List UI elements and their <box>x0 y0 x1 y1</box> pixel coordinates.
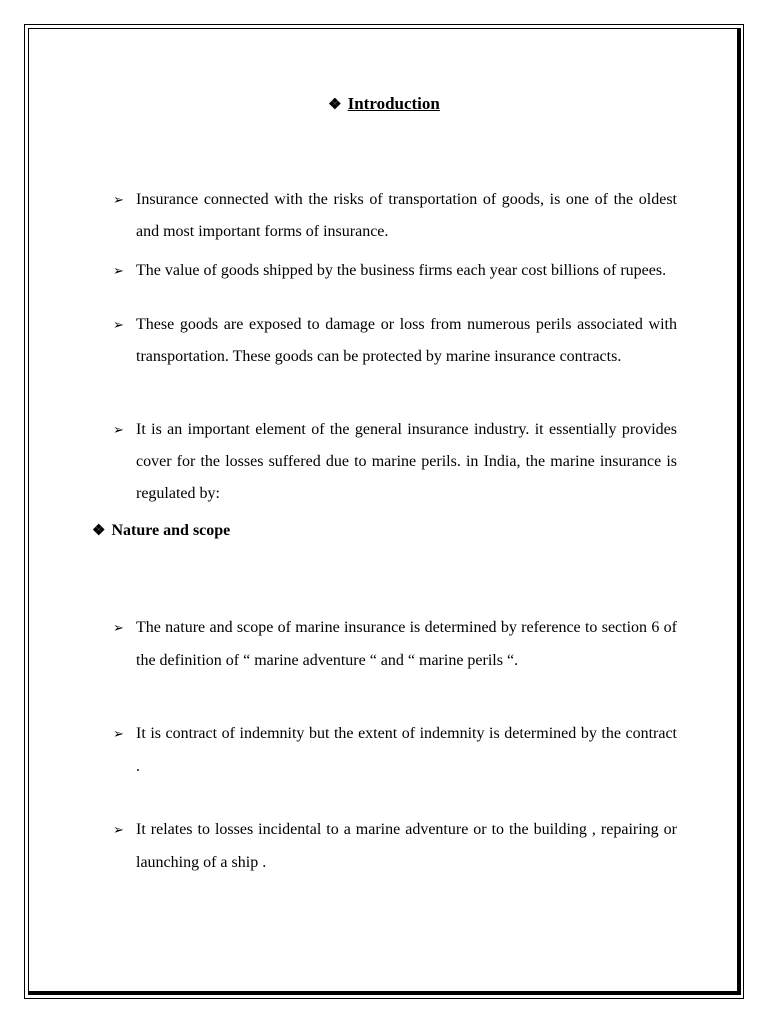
nature-bullet-1-text: The nature and scope of marine insurance is determined by reference to section 6 of the definition of “ marine adventure “ and “ marine perils “. <box>136 619 677 669</box>
intro-bullet-4-text: It is an important element of the general insurance industry. it essentially provides cover for the losses suffered due to marine perils. in India, the marine insurance is regulated by: <box>136 421 677 502</box>
nature-bullet-3 <box>113 813 677 879</box>
intro-bullet-2-text: The value of goods shipped by the business firms each year cost billions of rupees. <box>136 262 667 279</box>
arrow-bullet-icon: ➢ <box>113 422 124 437</box>
diamond-bullet-icon: ❖ <box>92 523 106 539</box>
arrow-bullet-icon: ➢ <box>113 620 124 635</box>
nature-bullet-1 <box>113 611 677 677</box>
nature-scope-heading-label: Nature and scope <box>111 522 231 539</box>
diamond-bullet-icon: ❖ <box>328 97 342 113</box>
intro-bullet-4 <box>113 414 677 510</box>
arrow-bullet-icon: ➢ <box>113 192 124 207</box>
intro-bullet-1 <box>113 184 677 248</box>
nature-scope-heading <box>92 521 230 540</box>
arrow-bullet-icon: ➢ <box>113 726 124 741</box>
intro-bullet-2 <box>113 254 677 287</box>
introduction-heading <box>0 94 768 114</box>
arrow-bullet-icon: ➢ <box>113 263 124 278</box>
intro-bullet-3-text: These goods are exposed to damage or loss from numerous perils associated with transportation. These goods can be protected by marine insurance contracts. <box>136 316 677 365</box>
nature-bullet-2 <box>113 717 677 783</box>
nature-bullet-3-text: It relates to losses incidental to a marine adventure or to the building , repairing or launching of a ship . <box>136 821 677 871</box>
introduction-heading-label: Introduction <box>347 94 440 113</box>
intro-bullet-3 <box>113 309 677 373</box>
arrow-bullet-icon: ➢ <box>113 317 124 332</box>
intro-bullet-1-text: Insurance connected with the risks of transportation of goods, is one of the oldest and most important forms of insurance. <box>136 191 677 240</box>
nature-bullet-2-text: It is contract of indemnity but the extent of indemnity is determined by the contract . <box>136 725 677 775</box>
arrow-bullet-icon: ➢ <box>113 822 124 837</box>
